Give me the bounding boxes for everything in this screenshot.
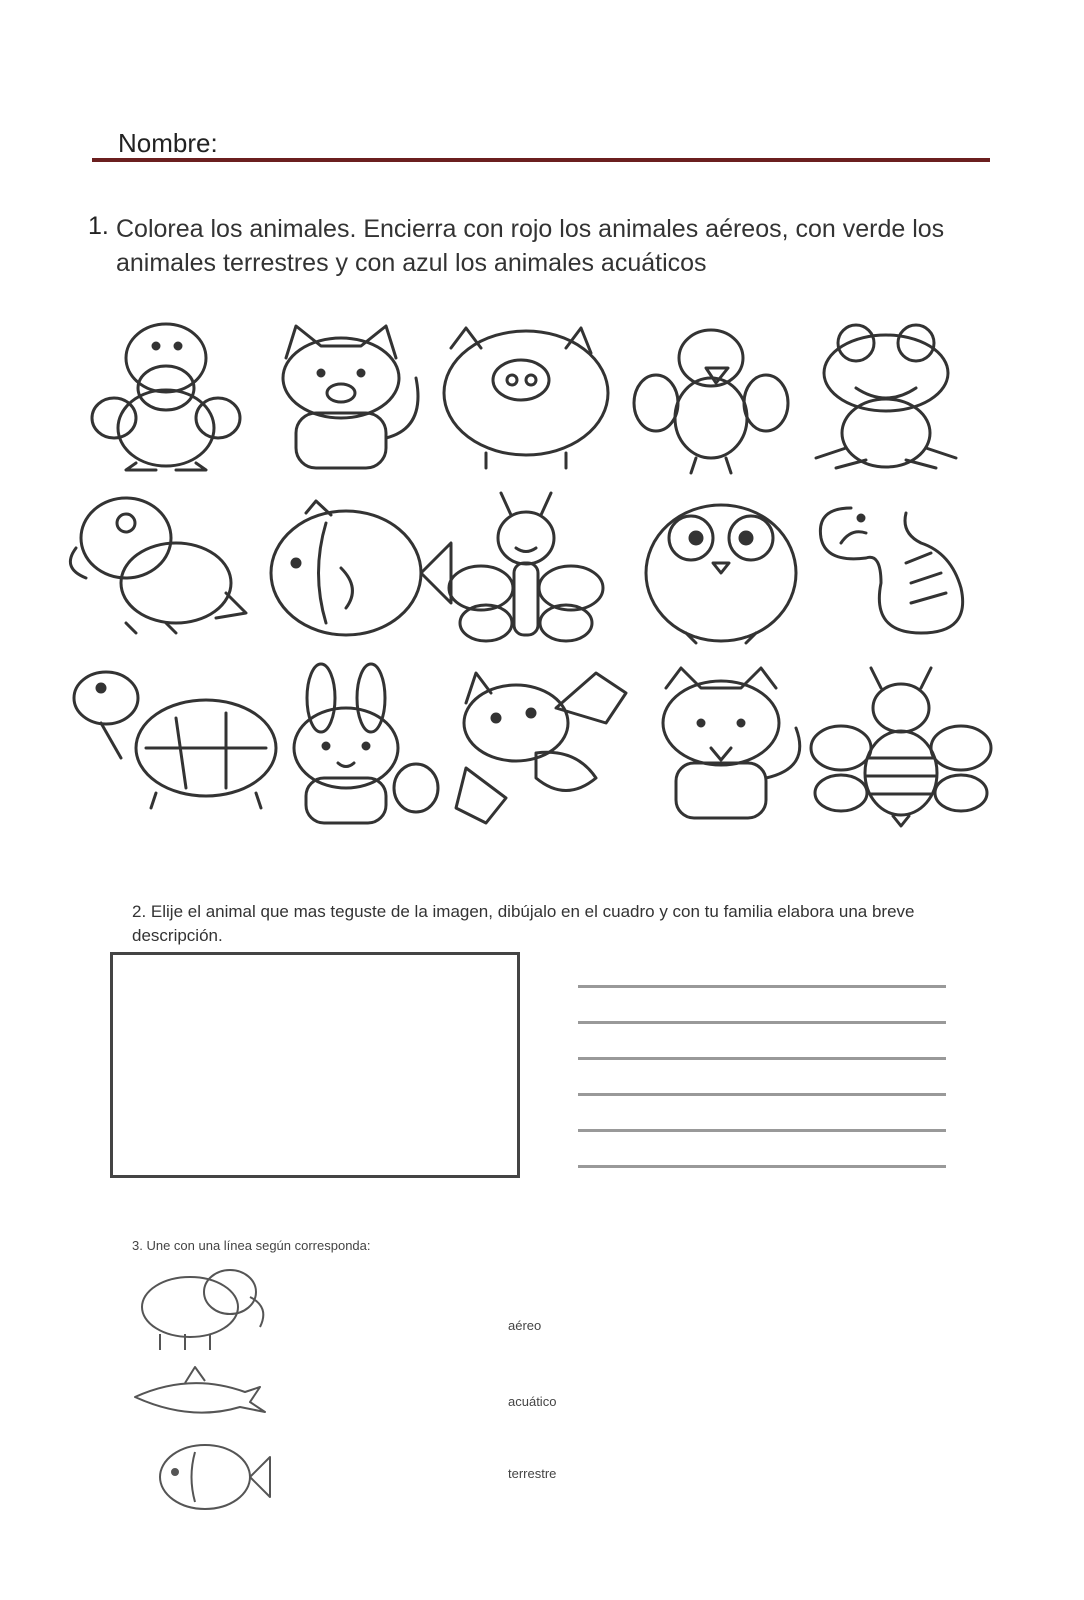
frog-icon[interactable] (816, 325, 956, 468)
bat-icon[interactable] (456, 673, 626, 823)
match-label-terrestre: terrestre (508, 1466, 557, 1481)
animal-grid (66, 318, 1026, 858)
writing-line-1[interactable] (578, 985, 946, 988)
duck-icon[interactable] (92, 324, 240, 470)
bee-icon[interactable] (811, 668, 991, 826)
turtle-icon[interactable] (74, 672, 276, 808)
bird-icon[interactable] (634, 330, 788, 473)
drawing-box[interactable] (110, 952, 520, 1178)
writing-line-2[interactable] (578, 1021, 946, 1024)
butterfly-icon[interactable] (449, 493, 603, 641)
match-figures (130, 1262, 280, 1532)
writing-line-4[interactable] (578, 1093, 946, 1096)
parrot-icon[interactable] (70, 498, 246, 633)
cat-icon[interactable] (283, 326, 418, 468)
shark-icon[interactable] (135, 1367, 265, 1413)
match-label-aereo: aéreo (508, 1318, 542, 1333)
pig-icon[interactable] (444, 328, 608, 468)
name-label: Nombre: (118, 128, 218, 158)
writing-line-6[interactable] (578, 1165, 946, 1168)
writing-line-5[interactable] (578, 1129, 946, 1132)
fish-icon[interactable] (160, 1445, 270, 1509)
owl-icon[interactable] (646, 505, 796, 643)
rabbit-icon[interactable] (294, 664, 438, 823)
question-1-text: Colorea los animales. Encierra con rojo los animales aéreos, con verde los animales terrestres y con azul los animales acuáticos (116, 215, 945, 277)
question-2-text: 2. Elije el animal que mas teguste de la imagen, dibújalo en el cuadro y con tu familia elabora una breve descripción. (132, 902, 915, 945)
writing-line-3[interactable] (578, 1057, 946, 1060)
elephant-icon[interactable] (142, 1270, 263, 1350)
snake-icon[interactable] (820, 508, 962, 633)
fox-icon[interactable] (663, 668, 800, 818)
fish-icon[interactable] (271, 501, 451, 635)
question-1-number: 1. (88, 212, 109, 240)
question-3-text: 3. Une con una línea según corresponda: (132, 1238, 371, 1253)
name-line[interactable] (92, 158, 990, 162)
match-label-acuatico: acuático (508, 1394, 557, 1409)
